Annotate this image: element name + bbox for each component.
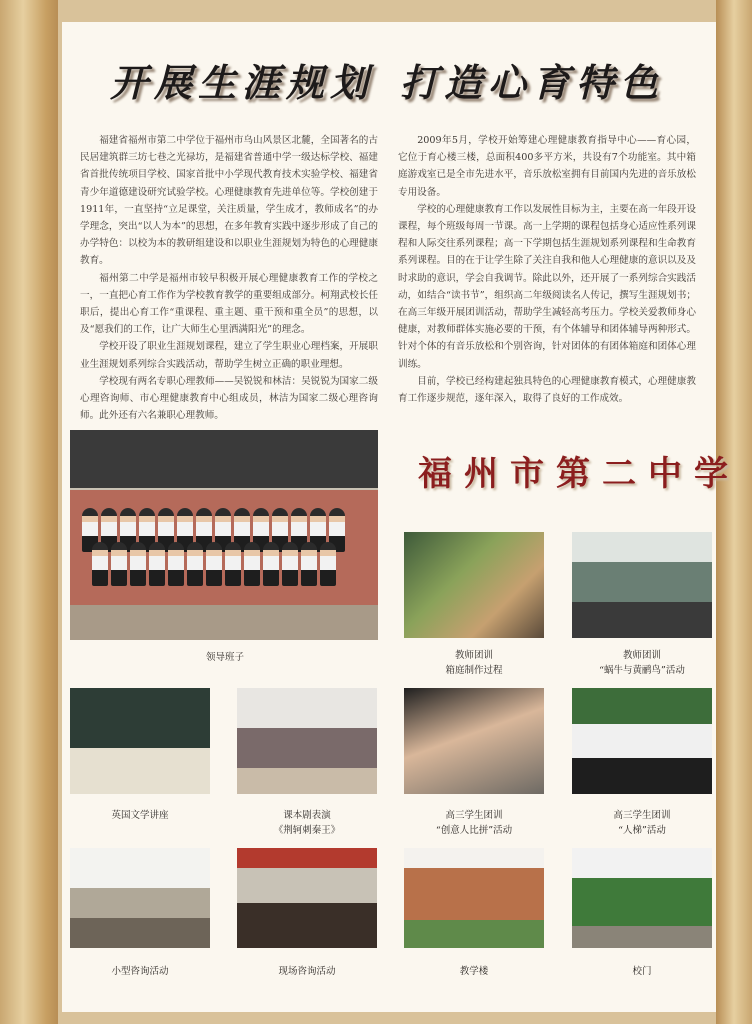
photo-snail-activity xyxy=(572,532,712,638)
photo-small-counseling xyxy=(70,848,210,948)
caption-line: 课本剧表演 xyxy=(283,810,331,821)
caption-snail xyxy=(572,648,712,678)
paragraph: 学校现有两名专职心理教师——吴锐锐和林洁：吴锐锐为国家二级心理咨询师、市心理健康教育中心组成员，林洁为国家二级心理咨询师。此外还有六名兼职心理教师。 xyxy=(80,375,378,422)
paragraph: 福建省福州市第二中学位于福州市乌山风景区北麓，全国著名的古民居建筑群三坊七巷之光禄坊，是福建省普通中学一级达标学校、福建省首批传统项目学校、国家首批中小学现代教育技术实验学校、福建省青少年道德建设研究试验学校。心理健康教育先进单位等。学校创建于1911年，一直坚持“立足课堂，关注质量，学生成才，教师成名”的办学理念，突出“以人为本”的思想，在多年教育实践中逐步形成了自己的办学特色：以校为本的教研组建设和以职业生涯规划为特色的心理健康教育。 xyxy=(80,135,378,267)
article-right-column xyxy=(398,132,696,407)
school-name-title: 福州市第二中学 xyxy=(418,454,740,494)
caption-sandbox xyxy=(404,648,544,678)
caption-line: “人梯”活动 xyxy=(618,825,666,836)
caption-counsel-small: 小型咨询活动 xyxy=(111,966,169,977)
decorative-border-left xyxy=(0,0,58,1024)
leaders-group-photo xyxy=(70,430,378,640)
caption-leaders: 领导班子 xyxy=(205,652,244,663)
caption-drama xyxy=(237,808,377,838)
caption-line: 高三学生团训 xyxy=(613,810,671,821)
paragraph: 2009年5月，学校开始筹建心理健康教育指导中心——育心园，它位于育心楼三楼，总面积400多平方米，共设有7个功能室。其中箱庭游戏室已是全市先进水平，音乐放松室拥有目前国内先进的音乐放松专用设备。 xyxy=(398,135,696,198)
article-left-column xyxy=(80,132,378,424)
caption-line: 教师团训 xyxy=(454,650,493,661)
paragraph: 学校的心理健康教育工作以发展性目标为主，主要在高一年段开设课程，每个班级每周一节课。高一上学期的课程包括身心适应性系列课程和人际交往系列课程；高一下学期包括生涯规划系列课程和生命教育系列课程。目的在于让学生除了关注自我和他人心理健康的意识以及及时求助的意识，学会自我调节。除此以外，还开展了一系列综合实践活动，如结合“读书节”，组织高二年级阅读名人传记，撰写生涯规划书；在高三年级开展团训活动，帮助学生减轻高考压力。学校关爱教师身心健康，对教师群体实施必要的干预，有个体辅导和团体辅导两种形式。针对个体的有音乐放松和个别咨询，针对团体的有团体箱庭和团体心理训练。 xyxy=(398,203,696,370)
caption-counsel-site: 现场咨询活动 xyxy=(278,966,336,977)
decorative-border-right xyxy=(716,0,752,1024)
paragraph: 目前，学校已经构建起独具特色的心理健康教育模式，心理健康教育工作逐步规范，逐年深入，取得了良好的工作成效。 xyxy=(398,375,696,405)
photo-ladder-activity xyxy=(572,688,712,794)
photo-sandbox-training xyxy=(404,532,544,638)
caption-ladder xyxy=(572,808,712,838)
caption-line: 箱庭制作过程 xyxy=(445,665,503,676)
paragraph: 学校开设了职业生涯规划课程，建立了学生职业心理档案，开展职业生涯规划系列综合实践活动，帮助学生树立正确的职业理想。 xyxy=(80,341,378,370)
photo-english-lecture xyxy=(70,688,210,794)
photo-teaching-building xyxy=(404,848,544,948)
page-headline xyxy=(110,52,670,112)
caption-lecture: 英国文学讲座 xyxy=(111,810,169,821)
caption-line: “蜗牛与黄鹂鸟”活动 xyxy=(599,665,685,676)
caption-line: 教师团训 xyxy=(622,650,661,661)
caption-building: 教学楼 xyxy=(459,966,489,977)
caption-line: 高三学生团训 xyxy=(445,810,503,821)
photo-drama-performance xyxy=(237,688,377,794)
photo-school-gate xyxy=(572,848,712,948)
headline-part-1: 开展生涯规划 xyxy=(110,60,375,105)
paragraph: 福州第二中学是福州市较早积极开展心理健康教育工作的学校之一，一直把心育工作作为学校教育教学的重要组成部分。柯翔武校长任职后，提出心育工作“重课程、重主题、重干预和重全员”的思想，以及“愿我们的工作，让广大师生心里洒满阳光”的理念。 xyxy=(80,272,378,336)
caption-line: 《荆轲刺秦王》 xyxy=(273,825,341,836)
photo-site-counseling xyxy=(237,848,377,948)
headline-part-2: 打造心育特色 xyxy=(400,60,665,105)
caption-creative xyxy=(404,808,544,838)
photo-creative-activity xyxy=(404,688,544,794)
caption-gate: 校门 xyxy=(632,966,652,977)
caption-line: “创意人比拼”活动 xyxy=(435,825,513,836)
